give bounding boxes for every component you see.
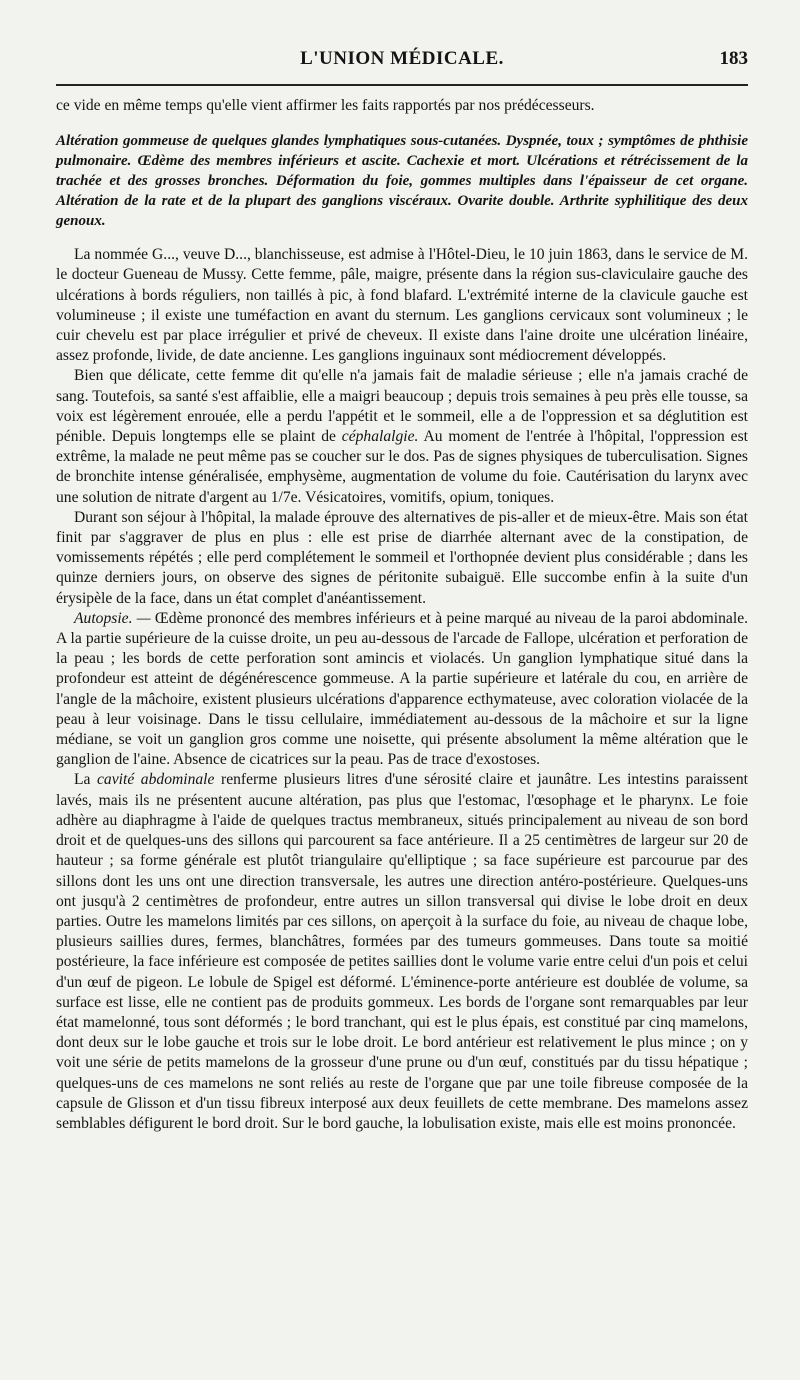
history-paragraph: [56, 366, 748, 507]
running-title: L'UNION MÉDICALE.: [300, 48, 504, 69]
abdomen-paragraph: [56, 770, 748, 1134]
abdomen-text: renferme plusieurs litres d'une sérosité claire et jaunâtre. Les intestins paraissent lavés, mais ils ne présentent aucune altération, pas plus que l'estomac, l'œsophage et le pharynx. Le foie adhère au diaphragme à l'aide de quelques tractus membraneux, situés principalement au niveau de son bord droit et de quelques-uns des sillons qui parcourent sa face antérieure. Il a 25 centimètres de largeur sur 20 de hauteur ; sa forme générale est plutôt triangulaire qu'elliptique ; sa face supérieure est parcourue par des sillons dont les uns ont une direction transversale, les autres une direction antéro-postérieure. Quelques-uns ont jusqu'à 2 centimètres de profondeur, entre autres un sillon transversal qui divise le lobe droit en deux parties. Outre les mamelons limités par ces sillons, on aperçoit à la surface du foie, au niveau de chaque lobe, plusieurs saillies dures, fermes, blanchâtres, formées par des tumeurs gommeuses. Dans toute sa moitié postérieure, la face inférieure est composée de petites saillies dont le volume varie entre celui d'un pois et celui d'un œuf de pigeon. Le lobule de Spigel est déformé. L'éminence-porte antérieure est doublée de volume, sa surface est lisse, elle ne contient pas de produits gommeux. Les bords de l'organe sont remarquables par leur état mamelonné, tous sont déformés ; le bord tranchant, qui est le plus épais, est constitué par cinq mamelons, dont deux sur le lobe gauche et trois sur le lobe droit. Le bord antérieur est relativement le plus mince ; on y voit une série de petits mamelons de la grosseur d'une prune ou d'un œuf, constitués par du tissu hépatique ; quelques-uns de ces mamelons ne sont reliés au reste de l'organe que par une toile fibreuse composée de la capsule de Glisson et d'un tissu fibreux interposé aux deux feuillets de cette membrane. Des mamelons assez semblables défigurent le bord droit. Sur le bord gauche, la lobulisation existe, mais elle est moins prononcée.: [56, 771, 748, 1132]
header-rule: [56, 84, 748, 86]
abdomen-term: cavité abdominale: [97, 771, 215, 789]
article-body: [56, 96, 748, 1134]
intro-paragraph: ce vide en même temps qu'elle vient affirmer les faits rapportés par nos prédécesseurs.: [56, 97, 595, 114]
history-term: céphalalgie.: [341, 428, 419, 446]
history-text-end: Au moment de l'entrée à l'hôpital, l'oppression est extrême, la malade ne peut même pas se coucher sur le dos. Pas de signes physiques de tuberculisation. Signes de bronchite intense généralisée, emphysème, augmentation de volume du foie. Cautérisation du larynx avec une solution de nitrate d'argent au 1/7e. Vésicatoires, vomitifs, opium, toniques.: [56, 428, 748, 506]
page-number: 183: [719, 48, 748, 69]
page-header: [56, 48, 748, 78]
history-text-start: Bien que délicate, cette femme dit qu'elle n'a jamais fait de maladie sérieuse ; elle n'a jamais craché de sang. Toutefois, sa santé s'est affaiblie, elle a maigri beaucoup ; depuis trois semaines à peu près elle tousse, sa voix est légèrement enrouée, elle a perdu l'appétit et le sommeil, elle a de l'oppression et sa déglutition est pénible. Depuis longtemps elle se plaint de: [56, 367, 748, 446]
autopsy-paragraph: [56, 609, 748, 771]
course-paragraph: Durant son séjour à l'hôpital, la malade éprouve des alternatives de pis-aller et de mieux-être. Mais son état finit par s'aggraver de plus en plus : elle est prise de diarrhée alternant avec de la constipation, de vomissements répétés ; elle perd complétement le sommeil et l'orthopnée devient plus considérable ; dans les quinze derniers jours, on observe des signes de péritonite subaiguë. Elle succombe enfin à la suite d'un érysipèle de la face, dans un état complet d'anéantissement.: [56, 508, 748, 607]
case-paragraph: La nommée G..., veuve D..., blanchisseuse, est admise à l'Hôtel-Dieu, le 10 juin 1863, dans le service de M. le docteur Gueneau de Mussy. Cette femme, pâle, maigre, présente dans la région sus-claviculaire gauche des ulcérations à bords réguliers, non taillés à pic, à fond blafard. L'extrémité interne de la clavicule gauche est volumineuse ; il existe une tuméfaction en avant du sternum. Les ganglions cervicaux sont volumineux ; le cuir chevelu est par place irrégulier et privé de cheveux. Il existe dans l'aine droite une ulcération linéaire, assez profonde, livide, de date ancienne. Les ganglions inguinaux sont médiocrement développés.: [56, 246, 748, 365]
autopsy-label: Autopsie. —: [74, 609, 151, 627]
abdomen-prefix: La: [74, 771, 98, 789]
autopsy-text: Œdème prononcé des membres inférieurs et à peine marqué au niveau de la paroi abdominale. A la partie supérieure de la cuisse droite, un peu au-dessous de l'arcade de Fallope, ulcération et perforation de la peau ; les bords de cette perforation sont amincis et violacés. Un ganglion lymphatique situé dans la profondeur est atteint de dégénérescence gommeuse. A la partie supérieure et latérale du cou, en arrière de l'angle de la mâchoire, existent plusieurs ulcérations d'apparence ecthymateuse, avec coloration violacée de la peau à leur voisinage. Dans le tissu cellulaire, immédiatement au-dessous de la mâchoire et sur la ligne médiane, se voit un ganglion gros comme une noisette, qui présente absolument la même altération que le ganglion de l'aine. Absence de cicatrices sur la peau. Pas de trace d'exostoses.: [56, 609, 749, 769]
case-summary: Altération gommeuse de quelques glandes lymphatiques sous-cutanées. Dyspnée, toux ; symptômes de phthisie pulmonaire. Œdème des membres inférieurs et ascite. Cachexie et mort. Ulcérations et rétrécissement de la trachée et des grosses bronches. Déformation du foie, gommes multiples dans l'épaisseur de cet organe. Altération de la rate et de la plupart des ganglions viscéraux. Ovarite double. Arthrite syphilitique des deux genoux.: [56, 133, 748, 230]
